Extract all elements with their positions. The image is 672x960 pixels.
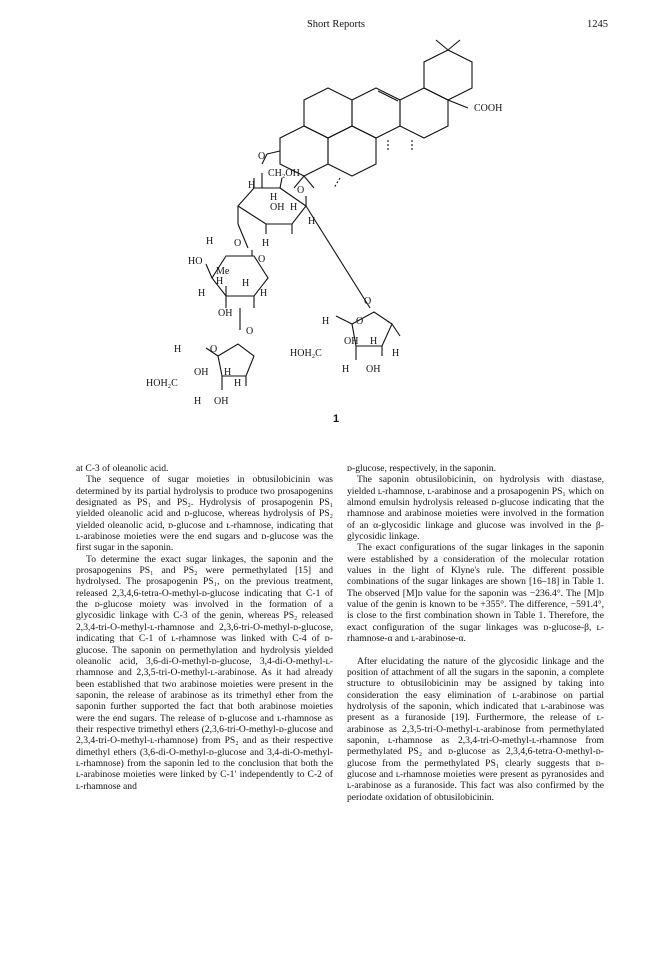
arabinose-h-label: H <box>234 378 242 389</box>
arabinose-ring-oxygen-label: O <box>356 316 364 327</box>
arabinose-link-oxygen-label: O <box>364 296 372 307</box>
genin-oxygen-label: O <box>258 151 266 162</box>
running-header <box>0 19 672 35</box>
rhamnose-h-label: H <box>198 288 206 299</box>
glucose-h-label: H <box>308 216 316 227</box>
paragraph: at C-3 of oleanolic acid. <box>76 463 169 474</box>
rhamnose-h-label: H <box>206 236 214 247</box>
paragraph: ᴅ-glucose, respectively, in the saponin. <box>347 463 497 474</box>
paragraph: After elucidating the nature of the glycosidic linkage and the position of attachment of all the sugars in the saponin, a complete structure to obtusilobicinin may be assigned by taking into consideration the easy elimination of ʟ-arabinose on partial hydrolysis of the saponin, which indicated that ʟ-arabinose was present as a furanoside [19]. Furthermore, the release of ʟ-arabinose as 2,3,5-tri-O-methyl-ʟ-arabinose from permethylated saponin, ʟ-rhamnose as 2,3,4-tri-O-methyl-ʟ-rhamnose from permethylated PS₂ and ᴅ-glucose as 2,3,4,6-tetra-O-methyl-ᴅ-glucose from the permethylated PS₁ clearly suggests that ᴅ-glucose and ʟ-rhamnose moieties were present as pyranosides and ʟ-arabinose as a furanoside. This fact was also confirmed by the periodate oxidation of obtusilobicinin. <box>347 655 604 803</box>
arabinose-h-label: H <box>322 316 330 327</box>
glucose-o4-label: O <box>234 238 242 249</box>
journal-section-title: Short Reports <box>306 19 366 30</box>
arabinose-h-label: H <box>194 396 202 407</box>
chemical-structure-diagram <box>130 38 550 433</box>
paragraph: The sequence of sugar moieties in obtusilobicinin was determined by its partial hydrolysis to produce two prosapogenins designated as PS₁ and PS₂. Hydrolysis of prosapogenin PS₁ yielded oleanolic acid and ᴅ-glucose, whereas hydrolysis of PS₂ yielded oleanolic acid, ᴅ-glucose and ʟ-rhamnose, indicating that ʟ-arabinose moieties were the end sugars and ᴅ-glucose was the first sugar in the saponin. <box>76 474 333 554</box>
rhamnose-ho-label: HO <box>188 256 203 267</box>
rhamnose-me-label: Me <box>216 266 230 277</box>
arabinose-hoh2c-label: HOH₂C <box>290 348 322 359</box>
rhamnose-ring-oxygen-label: O <box>258 254 266 265</box>
arabinose-hoh2c-label: HOH₂C <box>146 378 178 389</box>
compound-number: 1 <box>332 413 340 425</box>
paragraph: The exact configurations of the sugar linkages in the saponin were established by a consideration of the molecular rotation values in the light of Klyne's rule. The different possible combinations of the sugar linkages are shown [16–18] in Table 1. The observed [M]ᴅ value for the saponin was −236.4°. The [M]ᴅ value of the genin is known to be +355°. The difference, −591.4°, is close to the first combination shown in Table 1. Therefore, the exact configuration of the sugar linkages was ᴅ-glucose-β, ʟ-rhamnose-α and ʟ-arabinose-α. <box>347 542 604 645</box>
rhamnose-o2-label: O <box>246 326 254 337</box>
paragraph: The saponin obtusilobicinin, on hydrolysis with diastase, yielded ʟ-rhamnose, ʟ-arabinose and a prosapogenin PS₁ which on almond emulsin hydrolysis released ᴅ-glucose indicating that the rhamnose and arabinose moieties were involved in the formation of an α-glycosidic linkage and glucose was involved in the β-glycosidic linkage. <box>347 474 604 543</box>
glucose-h-label: H <box>262 238 270 249</box>
arabinose-h-label: H <box>370 336 378 347</box>
text-column-left <box>76 463 333 792</box>
paragraph: To determine the exact sugar linkages, the saponin and the prosapogenins PS₁ and PS₂ were permethylated [15] and hydrolysed. The prosapogenin PS₁, on the previous treatment, released 2,3,4,6-tetra-O-methyl-ᴅ-glucose indicating that C-1 of the ᴅ-glucose moiety was involved in the formation of a glycosidic linkage with C-3 of the genin, whereas PS₂ released 2,3,4-tri-O-methyl-ʟ-rhamnose and 2,3,6-tri-O-methyl-ᴅ-glucose, indicating that C-1 of ʟ-rhamnose was linked with C-4 of ᴅ-glucose. The saponin on permethylation and hydrolysis yielded oleanolic acid, 3,6-di-O-methyl-ᴅ-glucose, 3,4-di-O-methyl-ʟ-rhamnose and 2,3,5-tri-O-methyl-ʟ-arabinose. As it had already been established that two arabinose moieties were present in the saponin, the release of arabinose as its trimethyl ether from the saponin further supported the fact that both arabinose moieties were the end sugars. The release of ᴅ-glucose and ʟ-rhamnose as their respective trimethyl ethers (2,3,6-tri-O-methyl-ᴅ-glucose and 2,3,4-tri-O-methyl-ʟ-rhamnose) from PS₂ and as their respective dimethyl ethers (3,6-di-O-methyl-ᴅ-glucose and 3,4-di-O-methyl-ʟ-rhamnose) from the saponin led to the conclusion that both the ʟ-arabinose moieties were linked by C-1′ independently to C-2 of ʟ-rhamnose and <box>76 553 333 792</box>
arabinose-oh-label: OH <box>366 364 381 375</box>
rhamnose-h-label: H <box>216 276 224 287</box>
arabinose-h-label: H <box>342 364 350 375</box>
rhamnose-h-label: H <box>260 288 268 299</box>
arabinose-oh-label: OH <box>194 367 209 378</box>
oleanane-skeleton <box>206 40 472 390</box>
arabinose-ring-oxygen-label: O <box>210 344 218 355</box>
arabinose-oh-label: OH <box>214 396 229 407</box>
page-number: 1245 <box>587 19 608 30</box>
glucose-h-label: H <box>270 192 278 203</box>
rhamnose-oh-label: OH <box>218 308 233 319</box>
arabinose-h-label: H <box>174 344 182 355</box>
cooh-label: COOH <box>474 103 503 114</box>
glucose-h-label: H <box>290 202 298 213</box>
rhamnose-h-label: H <box>242 278 250 289</box>
glucose-oh-label: OH <box>270 202 285 213</box>
arabinose-h-label: H <box>224 367 232 378</box>
arabinose-oh-label: OH <box>344 336 359 347</box>
arabinose-h-label: H <box>392 348 400 359</box>
glucose-ch2oh-label: CH₂OH <box>268 168 300 179</box>
glucose-ring-oxygen-label: O <box>297 185 305 196</box>
text-column-right <box>347 463 604 803</box>
glucose-h-label: H <box>248 180 256 191</box>
